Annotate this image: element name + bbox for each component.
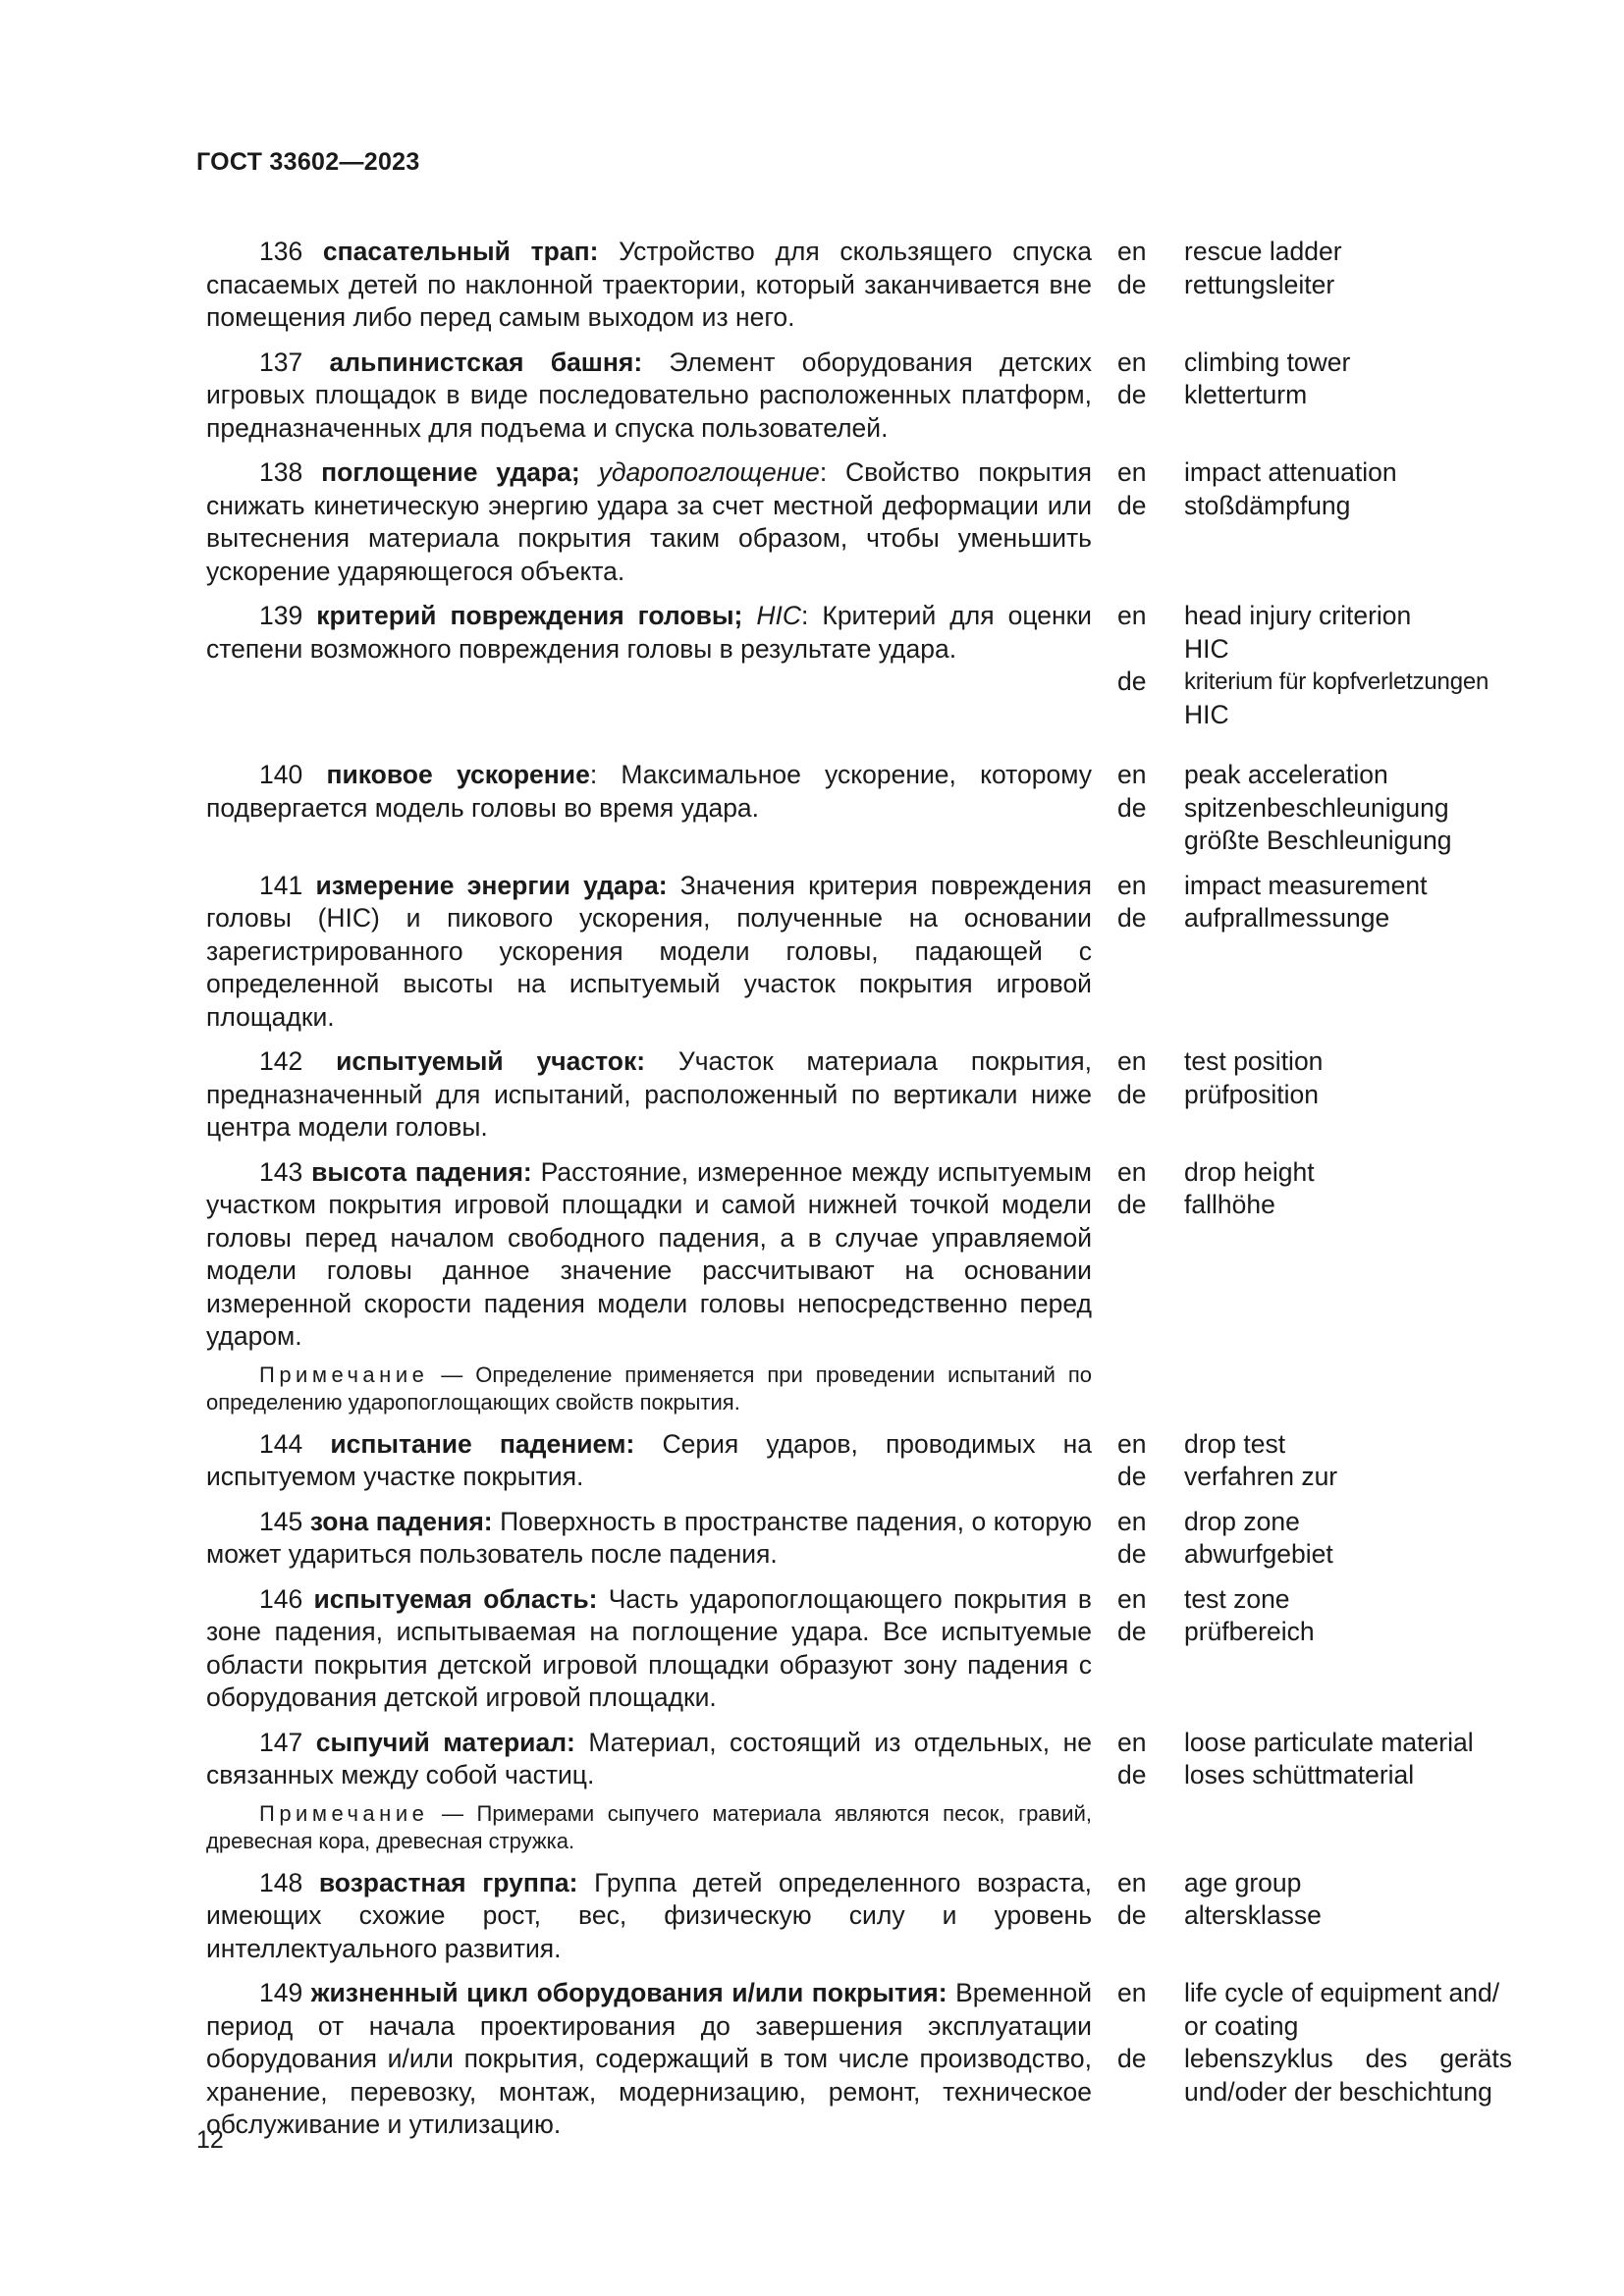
- term-number: 138: [259, 457, 303, 487]
- term-name: поглощение удара;: [321, 457, 580, 487]
- term-de: verfahren zur: [1184, 1462, 1338, 1491]
- definition-text: Группа детей определенного возраста, имеющих схожие рост, вес, физическую силу и уровень интеллектуального развития.: [206, 1867, 1092, 1963]
- term-entry-144: [206, 1428, 1512, 1494]
- term-definition: [206, 1727, 1092, 1792]
- lang-code-de: de: [1117, 1079, 1147, 1109]
- term-de: prüfbereich: [1184, 1617, 1315, 1646]
- term-definition: [206, 347, 1092, 446]
- term-number: 139: [259, 601, 303, 630]
- definition-text: Материал, состоящий из отдельных, не связанных между собой частиц.: [206, 1727, 1092, 1789]
- translations: [1117, 1156, 1512, 1222]
- term-de: stoßdämpfung: [1184, 490, 1351, 520]
- term-name: измерение энергии удара:: [315, 870, 668, 900]
- term-entry-136: [206, 236, 1512, 335]
- term-en: test zone: [1184, 1583, 1290, 1614]
- note-147: [206, 1800, 1092, 1855]
- note-text: — Определение применяется при проведении испытаний по определению ударопоглощающих свойств покрытия.: [206, 1362, 1092, 1415]
- definition-text: Значения критерия повреждения головы (HIC) и пикового ускорения, полученные на основании зарегистрированного ускорения модели головы, падающей с определенной высоты на испытуемый участок покрытия игровой площадки.: [206, 870, 1092, 1032]
- lang-code-en: en: [1117, 1428, 1147, 1459]
- term-name: жизненный цикл оборудования и/или покрытия:: [310, 1978, 947, 2007]
- term-entry-137: [206, 347, 1512, 446]
- term-name: альпинистская башня:: [329, 347, 643, 377]
- term-de: fallhöhe: [1184, 1190, 1275, 1219]
- term-number: 148: [259, 1867, 303, 1897]
- lang-code-en: en: [1117, 1727, 1147, 1757]
- term-definition: [206, 1506, 1092, 1572]
- note-label: Примечание: [259, 1362, 429, 1387]
- translations: [1117, 1727, 1512, 1792]
- translations: [1117, 1428, 1512, 1494]
- term-number: 143: [259, 1156, 303, 1187]
- translations: [1117, 236, 1512, 301]
- definition-text: Участок материала покрытия, предназначенный для испытаний, расположенный по вертикали ниже центра модели головы.: [206, 1046, 1092, 1142]
- note-143: [206, 1362, 1092, 1416]
- term-name: критерий повреждения головы;: [316, 601, 743, 630]
- translations: [1117, 1583, 1512, 1649]
- term-name: высота падения:: [311, 1156, 532, 1187]
- term-definition: [206, 1977, 1092, 2142]
- term-definition: [206, 1583, 1092, 1715]
- term-de: kriterium für kopfverletzungen HIC: [1184, 668, 1489, 729]
- lang-code-de: de: [1117, 380, 1147, 409]
- term-en: peak acceleration: [1184, 760, 1388, 789]
- lang-code-de: de: [1117, 1539, 1147, 1569]
- lang-code-de: de: [1117, 667, 1147, 696]
- term-en: test position: [1184, 1046, 1324, 1076]
- lang-code-de: de: [1117, 1900, 1147, 1930]
- definition-text: Элемент оборудования детских игровых площадок в виде последовательно расположенных платформ, предназначенных для подъема и спуска пользователей.: [206, 347, 1092, 443]
- translations: [1117, 1506, 1512, 1572]
- translations: [1117, 1045, 1512, 1111]
- term-de: abwurfgebiet: [1184, 1539, 1333, 1569]
- translations: [1117, 759, 1512, 858]
- term-de: lebenszyklus des geräts und/oder der beschichtung: [1184, 2044, 1512, 2107]
- term-number: 147: [259, 1727, 303, 1757]
- term-name: испытание падением:: [330, 1428, 635, 1459]
- term-definition: [206, 456, 1092, 588]
- lang-code-de: de: [1117, 1190, 1147, 1219]
- translations: [1117, 347, 1512, 412]
- lang-code-de: de: [1117, 2044, 1147, 2073]
- term-number: 137: [259, 347, 303, 377]
- definition-text: : Критерий для оценки степени возможного повреждения головы в результате удара.: [206, 601, 1092, 664]
- term-de: prüfposition: [1184, 1079, 1320, 1109]
- lang-code-en: en: [1117, 1978, 1147, 2007]
- lang-code-en: en: [1117, 457, 1147, 487]
- term-de: kletterturm: [1184, 380, 1308, 409]
- term-name: сыпучий материал:: [315, 1727, 575, 1757]
- lang-code-de: de: [1117, 1760, 1147, 1789]
- lang-code-de: de: [1117, 792, 1147, 823]
- note-label: Примечание: [259, 1800, 429, 1826]
- document-code: ГОСТ 33602—2023: [196, 148, 420, 176]
- definition-text: Расстояние, измеренное между испытуемым участком покрытия игровой площадки и самой нижней точкой модели головы перед началом свободного падения, а в случае управляемой модели головы данное значение рассчитывают на основании измеренной скорости падения модели головы непосредственно перед ударом.: [206, 1156, 1092, 1351]
- term-name: зона падения:: [309, 1506, 493, 1536]
- lang-code-en: en: [1117, 601, 1147, 630]
- translations: [1117, 600, 1512, 731]
- term-en: loose particulate material: [1184, 1727, 1474, 1757]
- term-name: испытуемая область:: [313, 1583, 598, 1614]
- term-definition: [206, 600, 1092, 666]
- term-number: 141: [259, 870, 303, 900]
- translations: [1117, 456, 1512, 522]
- term-definition: [206, 1045, 1092, 1145]
- term-definition: [206, 1428, 1092, 1494]
- lang-code-de: de: [1117, 1617, 1147, 1646]
- term-entry-143: [206, 1156, 1512, 1354]
- term-entry-147: [206, 1727, 1512, 1792]
- lang-code-de: de: [1117, 1462, 1147, 1491]
- term-number: 142: [259, 1046, 303, 1076]
- lang-code-en: en: [1117, 1583, 1147, 1614]
- term-de: altersklasse: [1184, 1900, 1322, 1930]
- term-name: испытуемый участок:: [336, 1046, 646, 1076]
- term-entry-138: [206, 456, 1512, 588]
- term-en: drop test: [1184, 1428, 1286, 1459]
- term-en: head injury criterion HIC: [1184, 601, 1412, 664]
- note-text: — Примерами сыпучего материала являются песок, гравий, древесная кора, древесная стружка.: [206, 1800, 1092, 1853]
- term-de: rettungsleiter: [1184, 269, 1335, 299]
- translations: [1117, 870, 1512, 935]
- term-de: aufprallmessunge: [1184, 903, 1390, 933]
- lang-code-en: en: [1117, 1506, 1147, 1536]
- lang-code-de: de: [1117, 490, 1147, 520]
- lang-code-de: de: [1117, 269, 1147, 299]
- term-entry-141: [206, 870, 1512, 1035]
- term-number: 144: [259, 1428, 303, 1459]
- definition-text: : Максимальное ускорение, которому подвергается модель головы во время удара.: [206, 760, 1092, 823]
- term-definition: [206, 1156, 1092, 1354]
- term-definition: [206, 236, 1092, 335]
- lang-code-en: en: [1117, 760, 1147, 789]
- lang-code-en: en: [1117, 870, 1147, 900]
- translations: [1117, 1977, 1512, 2109]
- term-definition: [206, 1867, 1092, 1966]
- term-entry-145: [206, 1506, 1512, 1572]
- term-entry-142: [206, 1045, 1512, 1145]
- term-number: 136: [259, 237, 303, 266]
- term-en: life cycle of equipment and/ or coating: [1184, 1978, 1500, 2041]
- lang-code-en: en: [1117, 1867, 1147, 1897]
- term-definition: [206, 870, 1092, 1035]
- definition-text: Часть ударопоглощающего покрытия в зоне падения, испытываемая на поглощение удара. Все испытуемые области покрытия детской игровой площадки образуют зону падения с оборудования детской игровой площадки.: [206, 1583, 1092, 1712]
- lang-code-en: en: [1117, 1156, 1147, 1187]
- lang-code-en: en: [1117, 237, 1147, 266]
- definition-text: Устройство для скользящего спуска спасаемых детей по наклонной траектории, который заканчивается вне помещения либо перед самым выходом из него.: [206, 237, 1092, 332]
- term-en: impact measurement: [1184, 870, 1428, 900]
- term-en: rescue ladder: [1184, 237, 1342, 266]
- term-en: climbing tower: [1184, 347, 1351, 377]
- definition-text: Поверхность в пространстве падения, о которую может удариться пользователь после падения.: [206, 1506, 1092, 1569]
- lang-code-de: de: [1117, 903, 1147, 933]
- page-number: 12: [196, 2126, 224, 2154]
- term-number: 146: [259, 1583, 303, 1614]
- term-number: 149: [259, 1978, 303, 2007]
- term-en: impact attenuation: [1184, 457, 1397, 487]
- translations: [1117, 1867, 1512, 1933]
- term-de: loses schüttmaterial: [1184, 1760, 1415, 1789]
- term-entry-140: [206, 759, 1512, 858]
- lang-code-en: en: [1117, 1046, 1147, 1076]
- term-entry-139: [206, 600, 1512, 731]
- term-en: age group: [1184, 1867, 1302, 1897]
- terms-list: [206, 236, 1512, 2154]
- term-en: drop zone: [1184, 1506, 1300, 1536]
- term-entry-146: [206, 1583, 1512, 1715]
- term-en: drop height: [1184, 1156, 1315, 1187]
- term-abbreviation: HIC: [756, 601, 801, 630]
- definition-text: Серия ударов, проводимых на испытуемом участке покрытия.: [206, 1428, 1092, 1491]
- term-synonym: ударопоглощение: [598, 457, 820, 487]
- term-de: spitzenbeschleunigung größte Beschleunigung: [1184, 792, 1452, 855]
- term-name: спасательный трап:: [322, 237, 599, 266]
- term-entry-148: [206, 1867, 1512, 1966]
- term-number: 145: [259, 1506, 303, 1536]
- definition-text: : Свойство покрытия снижать кинетическую энергию удара за счет местной деформации или вытеснения материала покрытия таким образом, чтобы уменьшить ускорение ударяющегося объекта.: [206, 457, 1092, 586]
- definition-text: Временной период от начала проектирования до завершения эксплуатации оборудования и/или покрытия, содержащий в том числе производство, хранение, перевозку, монтаж, модернизацию, ремонт, техническое обслуживание и утилизацию.: [206, 1978, 1093, 2139]
- term-number: 140: [259, 760, 303, 789]
- lang-code-en: en: [1117, 347, 1147, 377]
- term-name: пиковое ускорение: [326, 760, 590, 789]
- term-entry-149: [206, 1977, 1512, 2142]
- term-definition: [206, 759, 1092, 825]
- term-name: возрастная группа:: [318, 1867, 578, 1897]
